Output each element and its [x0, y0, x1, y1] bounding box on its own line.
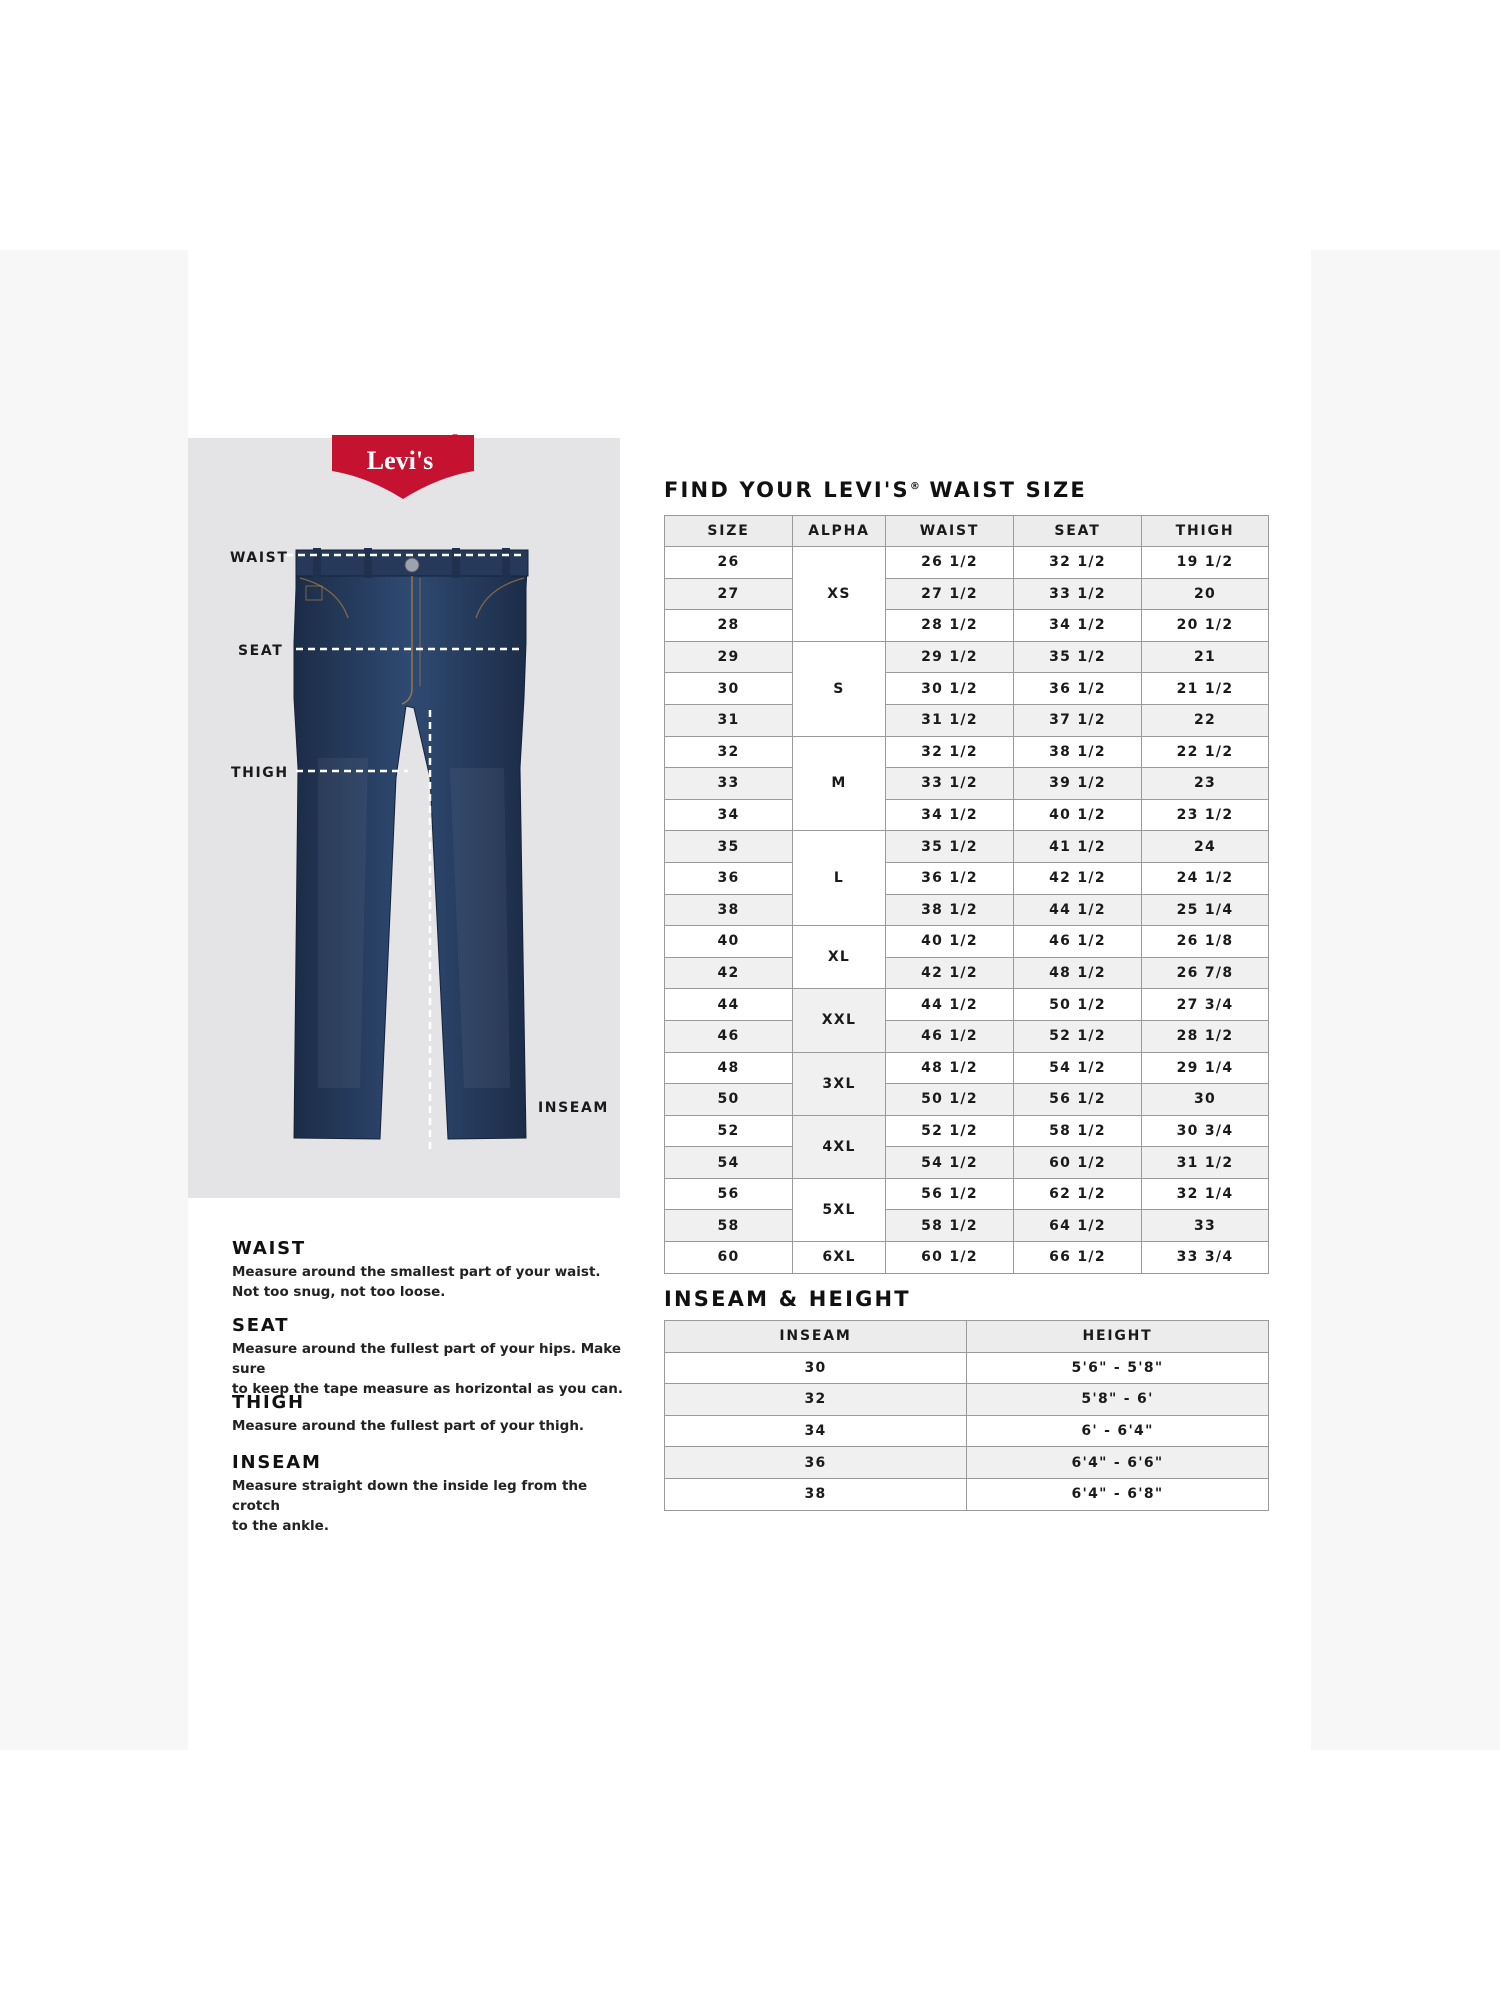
table-row: [665, 1242, 1269, 1274]
waist-cell: 40 1/2: [886, 926, 1014, 958]
height-cell: 6' - 6'4": [967, 1415, 1269, 1447]
table-row: [665, 799, 1269, 831]
inseam-measure-label: INSEAM: [538, 1100, 609, 1116]
waist-size-heading: FIND YOUR LEVI'S® WAIST SIZE: [664, 478, 1087, 502]
table-row: [665, 610, 1269, 642]
waist-cell: 34 1/2: [886, 799, 1014, 831]
table-row: [665, 1352, 1269, 1384]
thigh-cell: 28 1/2: [1142, 1020, 1269, 1052]
waist-table-header-cell: WAIST: [886, 516, 1014, 547]
thigh-description-title: THIGH: [232, 1392, 305, 1413]
height-cell: 5'6" - 5'8": [967, 1352, 1269, 1384]
height-cell: 6'4" - 6'6": [967, 1447, 1269, 1479]
alpha-size-cell: XS: [793, 547, 886, 642]
inseam-description-line: Measure straight down the inside leg from the crotch: [232, 1478, 588, 1514]
table-row: [665, 736, 1269, 768]
thigh-cell: 26 7/8: [1142, 957, 1269, 989]
table-row: [665, 704, 1269, 736]
table-row: [665, 1115, 1269, 1147]
thigh-cell: 30: [1142, 1084, 1269, 1116]
table-row: [665, 894, 1269, 926]
inseam-cell: 30: [665, 1352, 967, 1384]
waist-cell: 28 1/2: [886, 610, 1014, 642]
waist-table-header-row: [665, 516, 1269, 547]
seat-cell: 38 1/2: [1014, 736, 1142, 768]
thigh-cell: 32 1/4: [1142, 1178, 1269, 1210]
table-row: [665, 1052, 1269, 1084]
alpha-size-cell: S: [793, 641, 886, 736]
seat-cell: 48 1/2: [1014, 957, 1142, 989]
waist-cell: 46 1/2: [886, 1020, 1014, 1052]
table-row: [665, 1478, 1269, 1510]
seat-cell: 40 1/2: [1014, 799, 1142, 831]
thigh-description-line: Measure around the fullest part of your thigh.: [232, 1418, 585, 1434]
table-row: [665, 989, 1269, 1021]
inseam-table-header-cell: HEIGHT: [967, 1321, 1269, 1353]
size-cell: 58: [665, 1210, 793, 1242]
size-cell: 42: [665, 957, 793, 989]
seat-cell: 35 1/2: [1014, 641, 1142, 673]
waist-cell: 54 1/2: [886, 1147, 1014, 1179]
thigh-cell: 23 1/2: [1142, 799, 1269, 831]
thigh-cell: 25 1/4: [1142, 894, 1269, 926]
thigh-cell: 22: [1142, 704, 1269, 736]
table-row: [665, 673, 1269, 705]
inseam-table-header-cell: INSEAM: [665, 1321, 967, 1353]
thigh-cell: 23: [1142, 768, 1269, 800]
waist-cell: 33 1/2: [886, 768, 1014, 800]
thigh-cell: 22 1/2: [1142, 736, 1269, 768]
height-cell: 5'8" - 6': [967, 1384, 1269, 1416]
seat-cell: 64 1/2: [1014, 1210, 1142, 1242]
alpha-size-cell: XXL: [793, 989, 886, 1052]
size-cell: 32: [665, 736, 793, 768]
seat-measure-label: SEAT: [238, 643, 284, 659]
waist-cell: 27 1/2: [886, 578, 1014, 610]
table-row: [665, 831, 1269, 863]
table-row: [665, 1147, 1269, 1179]
waist-table-header-cell: ALPHA: [793, 516, 886, 547]
left-background-band: [0, 250, 188, 1750]
size-cell: 38: [665, 894, 793, 926]
waist-cell: 48 1/2: [886, 1052, 1014, 1084]
alpha-size-cell: 4XL: [793, 1115, 886, 1178]
waist-cell: 52 1/2: [886, 1115, 1014, 1147]
thigh-cell: 30 3/4: [1142, 1115, 1269, 1147]
inseam-height-heading: INSEAM & HEIGHT: [664, 1287, 911, 1311]
thigh-cell: 33: [1142, 1210, 1269, 1242]
size-cell: 46: [665, 1020, 793, 1052]
right-background-band: [1311, 250, 1500, 1750]
jeans-button: [405, 558, 419, 572]
size-cell: 44: [665, 989, 793, 1021]
seat-cell: 56 1/2: [1014, 1084, 1142, 1116]
table-row: [665, 1415, 1269, 1447]
alpha-size-cell: 3XL: [793, 1052, 886, 1115]
size-cell: 30: [665, 673, 793, 705]
seat-cell: 41 1/2: [1014, 831, 1142, 863]
size-cell: 50: [665, 1084, 793, 1116]
inseam-height-table: [664, 1320, 1269, 1511]
inseam-cell: 36: [665, 1447, 967, 1479]
seat-cell: 62 1/2: [1014, 1178, 1142, 1210]
waist-cell: 35 1/2: [886, 831, 1014, 863]
inseam-cell: 38: [665, 1478, 967, 1510]
seat-cell: 50 1/2: [1014, 989, 1142, 1021]
waist-cell: 42 1/2: [886, 957, 1014, 989]
waist-cell: 36 1/2: [886, 862, 1014, 894]
size-cell: 27: [665, 578, 793, 610]
size-cell: 33: [665, 768, 793, 800]
alpha-size-cell: 5XL: [793, 1178, 886, 1241]
seat-cell: 39 1/2: [1014, 768, 1142, 800]
waist-description-line: Measure around the smallest part of your waist.: [232, 1264, 601, 1280]
thigh-cell: 21: [1142, 641, 1269, 673]
waist-cell: 60 1/2: [886, 1242, 1014, 1274]
thigh-cell: 21 1/2: [1142, 673, 1269, 705]
table-row: [665, 578, 1269, 610]
seat-cell: 33 1/2: [1014, 578, 1142, 610]
seat-cell: 46 1/2: [1014, 926, 1142, 958]
svg-text:Levi's: Levi's: [366, 446, 434, 475]
waist-cell: 31 1/2: [886, 704, 1014, 736]
seat-cell: 60 1/2: [1014, 1147, 1142, 1179]
table-row: [665, 1178, 1269, 1210]
table-row: [665, 926, 1269, 958]
table-row: [665, 547, 1269, 579]
size-cell: 56: [665, 1178, 793, 1210]
size-cell: 31: [665, 704, 793, 736]
thigh-cell: 24 1/2: [1142, 862, 1269, 894]
waist-description: [232, 1238, 632, 1302]
seat-description-title: SEAT: [232, 1315, 290, 1336]
inseam-table-header-row: [665, 1321, 1269, 1353]
alpha-size-cell: XL: [793, 926, 886, 989]
waist-measure-label: WAIST: [230, 550, 289, 566]
thigh-measure-label: THIGH: [231, 765, 289, 781]
thigh-cell: 27 3/4: [1142, 989, 1269, 1021]
thigh-cell: 20 1/2: [1142, 610, 1269, 642]
table-row: [665, 641, 1269, 673]
seat-cell: 32 1/2: [1014, 547, 1142, 579]
size-cell: 60: [665, 1242, 793, 1274]
waist-cell: 38 1/2: [886, 894, 1014, 926]
size-cell: 28: [665, 610, 793, 642]
thigh-cell: 24: [1142, 831, 1269, 863]
thigh-cell: 29 1/4: [1142, 1052, 1269, 1084]
waist-description-title: WAIST: [232, 1238, 306, 1259]
size-cell: 40: [665, 926, 793, 958]
waist-table-header-cell: SEAT: [1014, 516, 1142, 547]
alpha-size-cell: L: [793, 831, 886, 926]
thigh-cell: 19 1/2: [1142, 547, 1269, 579]
height-cell: 6'4" - 6'8": [967, 1478, 1269, 1510]
waist-cell: 26 1/2: [886, 547, 1014, 579]
waist-description-line: Not too snug, not too loose.: [232, 1284, 446, 1300]
size-cell: 26: [665, 547, 793, 579]
inseam-description: [232, 1452, 632, 1536]
waist-cell: 50 1/2: [886, 1084, 1014, 1116]
waist-size-table: [664, 515, 1269, 1274]
seat-cell: 37 1/2: [1014, 704, 1142, 736]
waist-cell: 44 1/2: [886, 989, 1014, 1021]
size-cell: 52: [665, 1115, 793, 1147]
inseam-cell: 34: [665, 1415, 967, 1447]
seat-description-line: to keep the tape measure as horizontal as you can.: [232, 1381, 623, 1397]
size-cell: 54: [665, 1147, 793, 1179]
seat-cell: 52 1/2: [1014, 1020, 1142, 1052]
table-row: [665, 1084, 1269, 1116]
size-cell: 34: [665, 799, 793, 831]
size-cell: 29: [665, 641, 793, 673]
alpha-size-cell: 6XL: [793, 1242, 886, 1274]
waist-cell: 32 1/2: [886, 736, 1014, 768]
table-row: [665, 1384, 1269, 1416]
seat-description-line: Measure around the fullest part of your hips. Make sure: [232, 1341, 622, 1377]
waist-cell: 58 1/2: [886, 1210, 1014, 1242]
seat-cell: 44 1/2: [1014, 894, 1142, 926]
inseam-cell: 32: [665, 1384, 967, 1416]
seat-cell: 34 1/2: [1014, 610, 1142, 642]
thigh-cell: 31 1/2: [1142, 1147, 1269, 1179]
thigh-cell: 20: [1142, 578, 1269, 610]
table-row: [665, 1210, 1269, 1242]
thigh-description: [232, 1392, 632, 1436]
size-cell: 36: [665, 862, 793, 894]
thigh-cell: 26 1/8: [1142, 926, 1269, 958]
waist-cell: 29 1/2: [886, 641, 1014, 673]
seat-cell: 42 1/2: [1014, 862, 1142, 894]
alpha-size-cell: M: [793, 736, 886, 831]
table-row: [665, 862, 1269, 894]
table-row: [665, 957, 1269, 989]
table-row: [665, 1020, 1269, 1052]
inseam-description-title: INSEAM: [232, 1452, 322, 1473]
waist-table-header-cell: SIZE: [665, 516, 793, 547]
thigh-cell: 33 3/4: [1142, 1242, 1269, 1274]
seat-cell: 54 1/2: [1014, 1052, 1142, 1084]
seat-cell: 36 1/2: [1014, 673, 1142, 705]
table-row: [665, 768, 1269, 800]
waist-cell: 30 1/2: [886, 673, 1014, 705]
table-row: [665, 1447, 1269, 1479]
size-cell: 48: [665, 1052, 793, 1084]
registered-mark: ®: [448, 432, 462, 448]
waist-table-header-cell: THIGH: [1142, 516, 1269, 547]
inseam-description-line: to the ankle.: [232, 1518, 329, 1534]
seat-description: [232, 1315, 632, 1399]
seat-cell: 58 1/2: [1014, 1115, 1142, 1147]
seat-cell: 66 1/2: [1014, 1242, 1142, 1274]
waist-cell: 56 1/2: [886, 1178, 1014, 1210]
size-cell: 35: [665, 831, 793, 863]
